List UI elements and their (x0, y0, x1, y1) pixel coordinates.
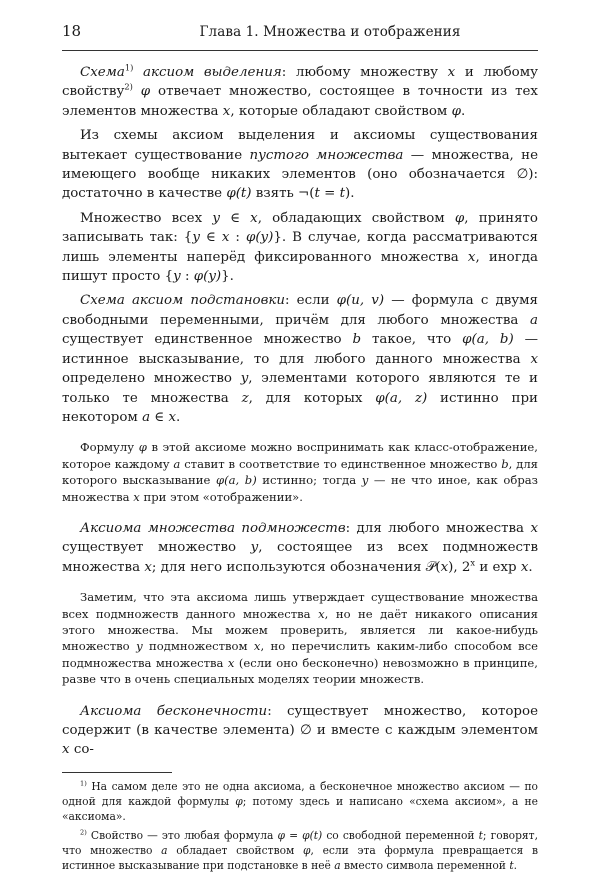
math-symbol: x (62, 742, 70, 758)
math-symbol: x (447, 65, 456, 80)
math-symbol: φ(y) (193, 269, 222, 285)
math-symbol: t (339, 186, 346, 202)
running-head (62, 22, 538, 51)
remark-block (62, 589, 538, 687)
math-symbol: t (314, 186, 320, 202)
footnote-2: $^{2)}$ Свойство — это любая формула φ = φ(t) со свободной переменной t; говорят, что множество a обладает свойством φ, если эта формула превращается в истинное высказывание при подстановке в неё a вместо символа переменной t. (62, 828, 538, 872)
superscript: 1) (124, 62, 134, 73)
remark-power-set: Заметим, что эта аксиома лишь утверждает существование множества всех подмножеств данного множества x, но не даёт никакого описания этого множества. Мы можем проверить, является ли какое-нибудь множество y подмножеством x, но перечислить каким-либо способом все подмножества множества x (если оно бесконечно) невозможно в принципе, разве что в очень специальных моделях теории множеств. (62, 590, 539, 687)
math-symbol: a (161, 843, 168, 857)
math-symbol: x (467, 249, 476, 265)
math-symbol: y (173, 269, 181, 285)
paragraph-replacement-schema: Схема аксиом подстановки: если φ(u, v) — формула с двумя свободными переменными, причём для любого множества a существует единственное множество b такое, что φ(a, b) — истинное высказывание, то для любого данного множества x определено множество y, элементами которого являются те и только те множества z, для которых φ(a, z) истинно при некотором a ∈ x. (62, 293, 538, 425)
math-symbol: a (530, 312, 538, 328)
math-symbol: t (478, 828, 483, 842)
math-symbol: φ (140, 84, 151, 100)
math-symbol: φ (138, 440, 147, 455)
math-symbol: x (221, 230, 230, 246)
math-symbol: a (142, 409, 151, 425)
math-symbol: t (509, 858, 514, 872)
math-symbol: φ(u, v) (336, 293, 385, 309)
math-symbol: x (168, 409, 177, 425)
math-symbol: x (253, 639, 261, 654)
superscript: x (470, 557, 476, 568)
math-symbol: φ (277, 828, 285, 842)
math-symbol: x (133, 489, 140, 504)
math-symbol: x (520, 559, 529, 575)
remark-block (62, 439, 538, 505)
math-symbol: φ(t) (226, 186, 252, 202)
math-symbol: y (212, 210, 220, 226)
math-symbol: φ (303, 843, 311, 857)
math-symbol: φ (235, 794, 243, 808)
math-symbol: φ(y) (245, 230, 274, 246)
superscript: 2) (80, 828, 87, 837)
italic-term: аксиом выделения (133, 65, 282, 80)
math-symbol: φ(a, z) (375, 390, 428, 406)
page-number: 18 (62, 22, 82, 40)
paragraph-infinity-axiom: Аксиома бесконечности: существует множество, которое содержит (в качестве элемента) ∅ и вместе с каждым элементом x со- (62, 703, 538, 758)
math-symbol: x (222, 103, 231, 119)
math-symbol: x (227, 655, 235, 670)
main-text (62, 63, 538, 760)
math-symbol: b (352, 332, 362, 348)
math-symbol: x (144, 559, 152, 575)
math-symbol: x (318, 606, 325, 621)
italic-term: Аксиома множества подмножеств (80, 520, 346, 536)
math-symbol: x (440, 559, 449, 575)
math-symbol: y (361, 473, 369, 488)
math-symbol: φ (454, 210, 465, 226)
math-symbol: y (136, 639, 143, 654)
math-symbol: x (250, 210, 258, 226)
italic-term: Аксиома бесконечности (80, 703, 268, 719)
paragraph-set-builder-notation: Множество всех y ∈ x, обладающих свойством φ, принято записывать так: {y ∈ x : φ(y)}. В случае, когда рассматриваются лишь элементы наперёд фиксированного множества x, иногда пишут просто {y : φ(y)}. (62, 210, 538, 285)
math-symbol: y (240, 371, 249, 387)
italic-term: пустого множества (249, 147, 404, 163)
footnote-separator (62, 772, 172, 773)
math-symbol: y (250, 540, 259, 556)
superscript: 1) (80, 779, 87, 788)
math-symbol: φ(a, b) (215, 473, 257, 488)
italic-term: Схема аксиом подстановки (80, 293, 286, 309)
book-page (62, 22, 539, 872)
math-symbol: y (192, 230, 200, 246)
paragraph-separation-schema: Схема$^{1)}$ аксиом выделения: любому множеству x и любому свойству$^{2)}$ φ отвечает множество, состоящее в точности из тех элементов множества x, которые обладают свойством φ. (62, 62, 538, 119)
paragraph-power-set-axiom: Аксиома множества подмножеств: для любого множества x существует множество y, состоящее из всех подмножеств множества x; для него используются обозначения 𝒫(x), 2$^x$ и exp x. (62, 520, 538, 575)
paragraph-empty-set: Из схемы аксиом выделения и аксиомы существования вытекает существование пустого множества — множества, не имеющего вообще никаких элементов (оно обозначается ∅): достаточно в качестве φ(t) взять ¬(t = t). (62, 128, 539, 202)
math-symbol: φ (451, 103, 461, 119)
footnotes (62, 779, 538, 873)
italic-term: Схема (80, 65, 125, 80)
math-symbol: φ(a, b) (462, 332, 514, 348)
math-symbol: b (501, 456, 509, 471)
math-symbol: x (530, 520, 538, 536)
math-symbol: a (334, 858, 341, 872)
remark-class-mapping: Формулу φ в этой аксиоме можно воспринимать как класс-отображение, которое каждому a ставит в соответствие то единственное множество b, для которого высказывание φ(a, b) истинно; тогда y — не что иное, как образ множества x при этом «отображении». (62, 440, 538, 504)
math-symbol: z (241, 390, 249, 406)
math-symbol: x (530, 351, 538, 367)
footnote-1: $^{1)}$ На самом деле это не одна аксиома, а бесконечное множество аксиом — по одной для каждой формулы φ; потому здесь и написано «схема аксиом», а не «аксиома». (62, 779, 538, 823)
math-symbol: φ(t) (302, 828, 323, 842)
running-title: Глава 1. Множества и отображения (199, 24, 461, 40)
superscript: 2) (124, 81, 133, 92)
math-symbol: a (173, 456, 181, 471)
